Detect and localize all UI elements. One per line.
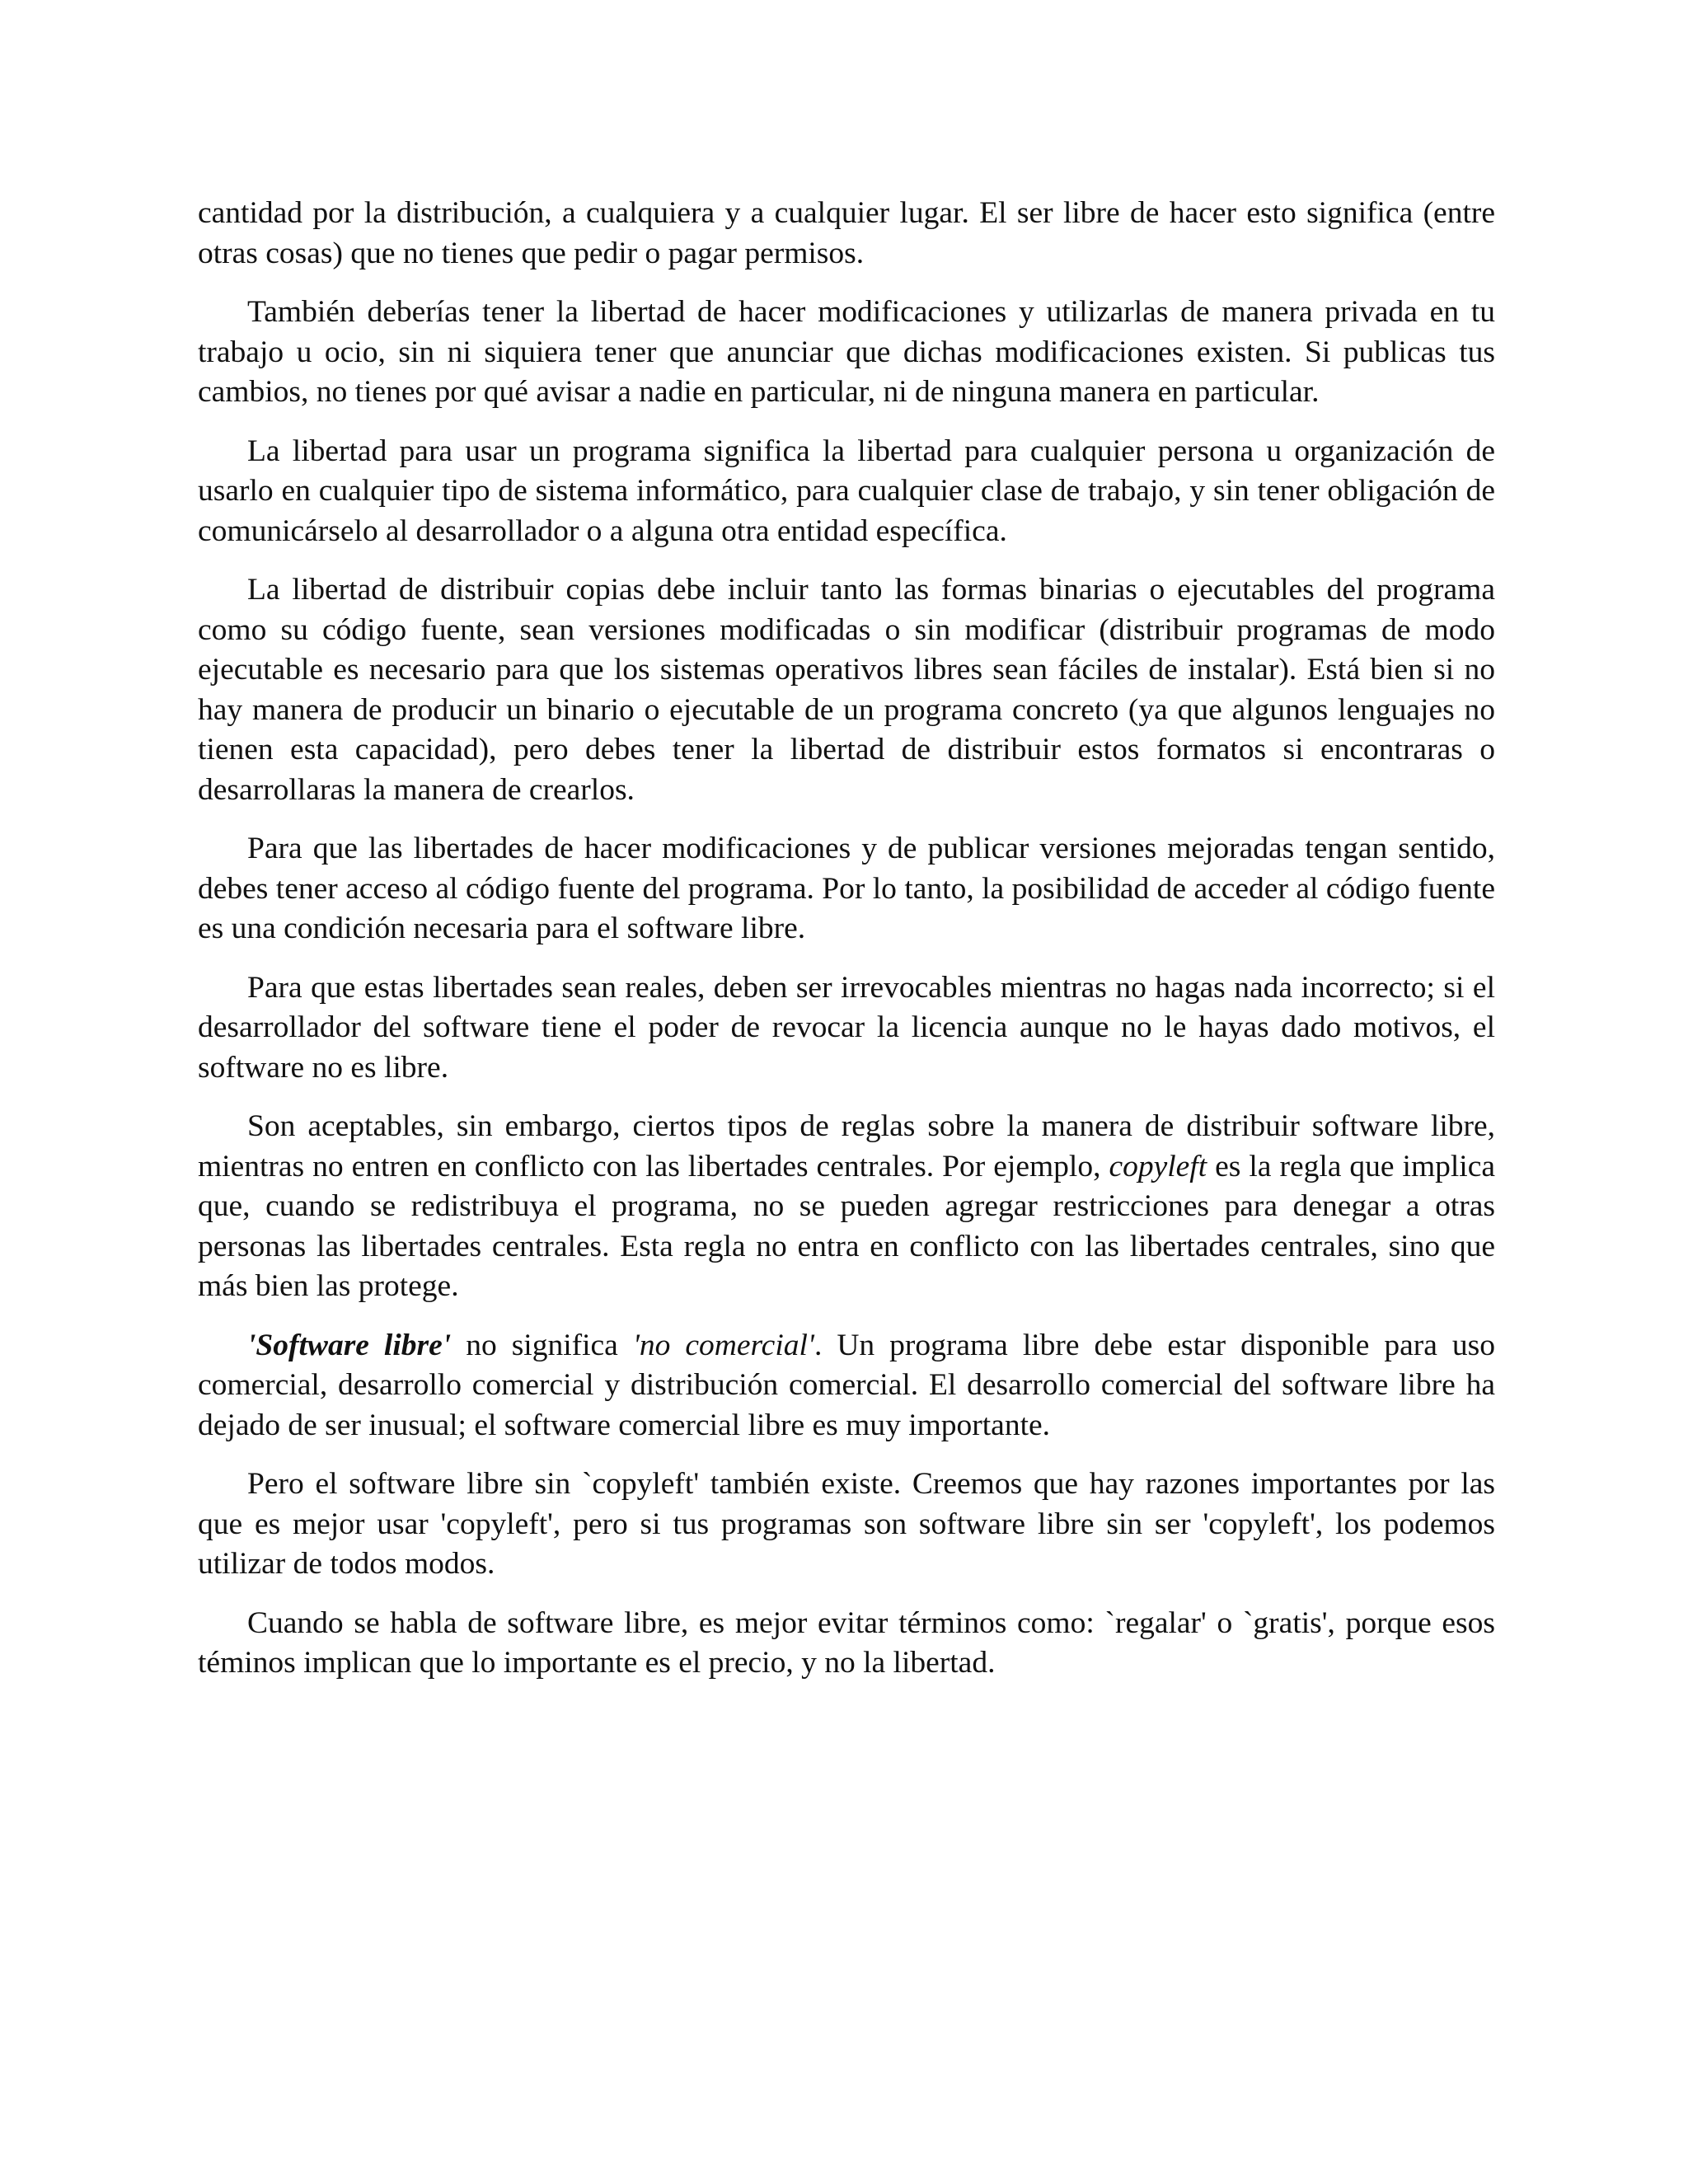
paragraph-10: Cuando se habla de software libre, es mejor evitar términos como: `regalar' o `gratis', porque esos téminos implican que lo importante es el precio, y no la libertad. xyxy=(198,1605,1495,1680)
paragraph-3: La libertad para usar un programa significa la libertad para cualquier persona u organización de usarlo en cualquier tipo de sistema informático, para cualquier clase de trabajo, y sin tener obligación de comunicárselo al desarrollador o a alguna otra entidad específica. xyxy=(198,434,1495,548)
paragraph-2: También deberías tener la libertad de hacer modificaciones y utilizarlas de manera privada en tu trabajo u ocio, sin ni siquiera tener que anunciar que dichas modificaciones existen. Si publicas tus cambios, no tienes por qué avisar a nadie en particular, ni de ninguna manera en particular. xyxy=(198,295,1495,409)
paragraph-8-mid: no significa xyxy=(451,1328,633,1362)
body-text xyxy=(198,194,1495,1703)
paragraph-1: cantidad por la distribución, a cualquiera y a cualquier lugar. El ser libre de hacer esto significa (entre otras cosas) que no tienes que pedir o pagar permisos. xyxy=(198,196,1495,270)
paragraph-7 xyxy=(198,1107,1495,1307)
no-comercial-term: 'no comercial' xyxy=(632,1328,814,1362)
paragraph-6: Para que estas libertades sean reales, deben ser irrevocables mientras no hagas nada incorrecto; si el desarrollador del software tiene el poder de revocar la licencia aunque no le hayas dado motivos, el software no es libre. xyxy=(198,970,1495,1085)
paragraph-9: Pero el software libre sin `copyleft' también existe. Creemos que hay razones importantes por las que es mejor usar 'copyleft', pero si tus programas son software libre sin ser 'copyleft', los podemos utilizar de todos modos. xyxy=(198,1467,1495,1581)
paragraph-7-after: es la regla que implica que, cuando se redistribuya el programa, no se pueden agregar restricciones para denegar a otras personas las libertades centrales. Esta regla no entra en conflicto con las libertades centrales, sino que más bien las protege. xyxy=(198,1149,1496,1303)
paragraph-8-after: . Un programa libre debe estar disponible para uso comercial, desarrollo comercial y distribución comercial. El desarrollo comercial del software libre ha dejado de ser inusual; el software comercial libre es muy importante. xyxy=(198,1328,1495,1442)
paragraph-4: La libertad de distribuir copias debe incluir tanto las formas binarias o ejecutables del programa como su código fuente, sean versiones modificadas o sin modificar (distribuir programas de modo ejecutable es necesario para que los sistemas operativos libres sean fáciles de instalar). Está bien si no hay manera de producir un binario o ejecutable de un programa concreto (ya que algunos lenguajes no tienen esta capacidad), pero debes tener la libertad de distribuir estos formatos si encontraras o desarrollaras la manera de crearlos. xyxy=(198,573,1495,807)
copyleft-term: copyleft xyxy=(1109,1149,1207,1183)
paragraph-5: Para que las libertades de hacer modificaciones y de publicar versiones mejoradas tengan sentido, debes tener acceso al código fuente del programa. Por lo tanto, la posibilidad de acceder al código fuente es una condición necesaria para el software libre. xyxy=(198,832,1495,945)
paragraph-7-before: Son aceptables, sin embargo, ciertos tipos de reglas sobre la manera de distribuir software libre, mientras no entren en conflicto con las libertades centrales. Por ejemplo, xyxy=(198,1109,1495,1183)
software-libre-term: 'Software libre' xyxy=(247,1328,452,1362)
paragraph-8 xyxy=(198,1326,1495,1446)
